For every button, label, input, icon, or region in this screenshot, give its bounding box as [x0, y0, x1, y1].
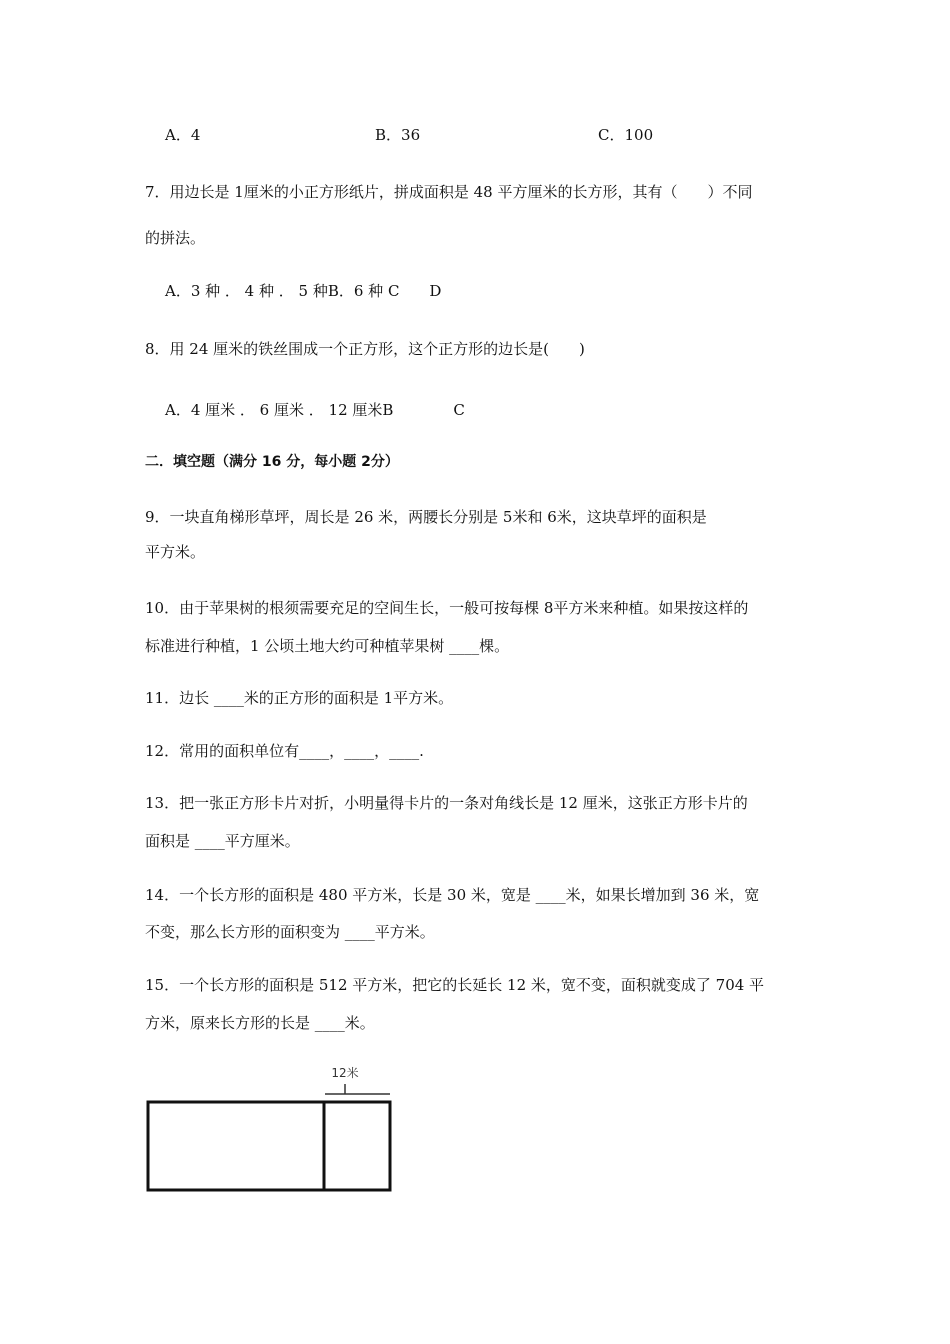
q15-stem-line2: 方米，原来长方形的长是 ____米。	[145, 1014, 375, 1032]
q9-stem-line1: 9．一块直角梯形草坪，周长是 26 米，两腰长分别是 5米和 6米，这块草坪的面积是	[145, 508, 707, 526]
q15-figure-label: 12米	[331, 1066, 359, 1080]
q15-original-rectangle	[148, 1102, 324, 1190]
q15-rectangle-figure	[145, 1060, 395, 1200]
section-title-fill-blank: 二．填空题（满分 16 分，每小题 2分）	[145, 454, 399, 470]
q7-options: A．3 种 ． 4 种 ． 5 种B．6 种 C D	[165, 282, 442, 300]
q15-stem-line1: 15．一个长方形的面积是 512 平方米，把它的长延长 12 米，宽不变，面积就变成了 704 平	[145, 976, 765, 994]
q6-option-a: A．4	[165, 126, 201, 144]
q7-stem-line1: 7．用边长是 1厘米的小正方形纸片，拼成面积是 48 平方厘米的长方形，其有（ ）不同	[145, 183, 753, 201]
q9-stem-line2: 平方米。	[145, 543, 206, 561]
q8-options: A．4 厘米 ． 6 厘米 ． 12 厘米B C	[165, 401, 465, 419]
q6-option-b: B．36	[375, 126, 421, 144]
q15-extension-rectangle	[324, 1102, 390, 1190]
q14-stem-line2: 不变，那么长方形的面积变为 ____平方米。	[145, 923, 435, 941]
q10-stem-line2: 标准进行种植，1 公顷土地大约可种植苹果树 ____棵。	[145, 637, 510, 655]
q12-stem: 12．常用的面积单位有____，____，____.	[145, 742, 424, 760]
q13-stem-line2: 面积是 ____平方厘米。	[145, 832, 300, 850]
q7-stem-line2: 的拼法。	[145, 229, 206, 247]
q13-stem-line1: 13．把一张正方形卡片对折，小明量得卡片的一条对角线长是 12 厘米，这张正方形卡片的	[145, 794, 748, 812]
q14-stem-line1: 14．一个长方形的面积是 480 平方米，长是 30 米，宽是 ____米，如果长增加到 36 米，宽	[145, 886, 760, 904]
q6-option-c: C．100	[598, 126, 654, 144]
q8-stem: 8．用 24 厘米的铁丝围成一个正方形，这个正方形的边长是( )	[145, 340, 585, 358]
q10-stem-line1: 10．由于苹果树的根须需要充足的空间生长，一般可按每棵 8平方米来种植。如果按这样的	[145, 599, 749, 617]
q11-stem: 11．边长 ____米的正方形的面积是 1平方米。	[145, 689, 454, 707]
